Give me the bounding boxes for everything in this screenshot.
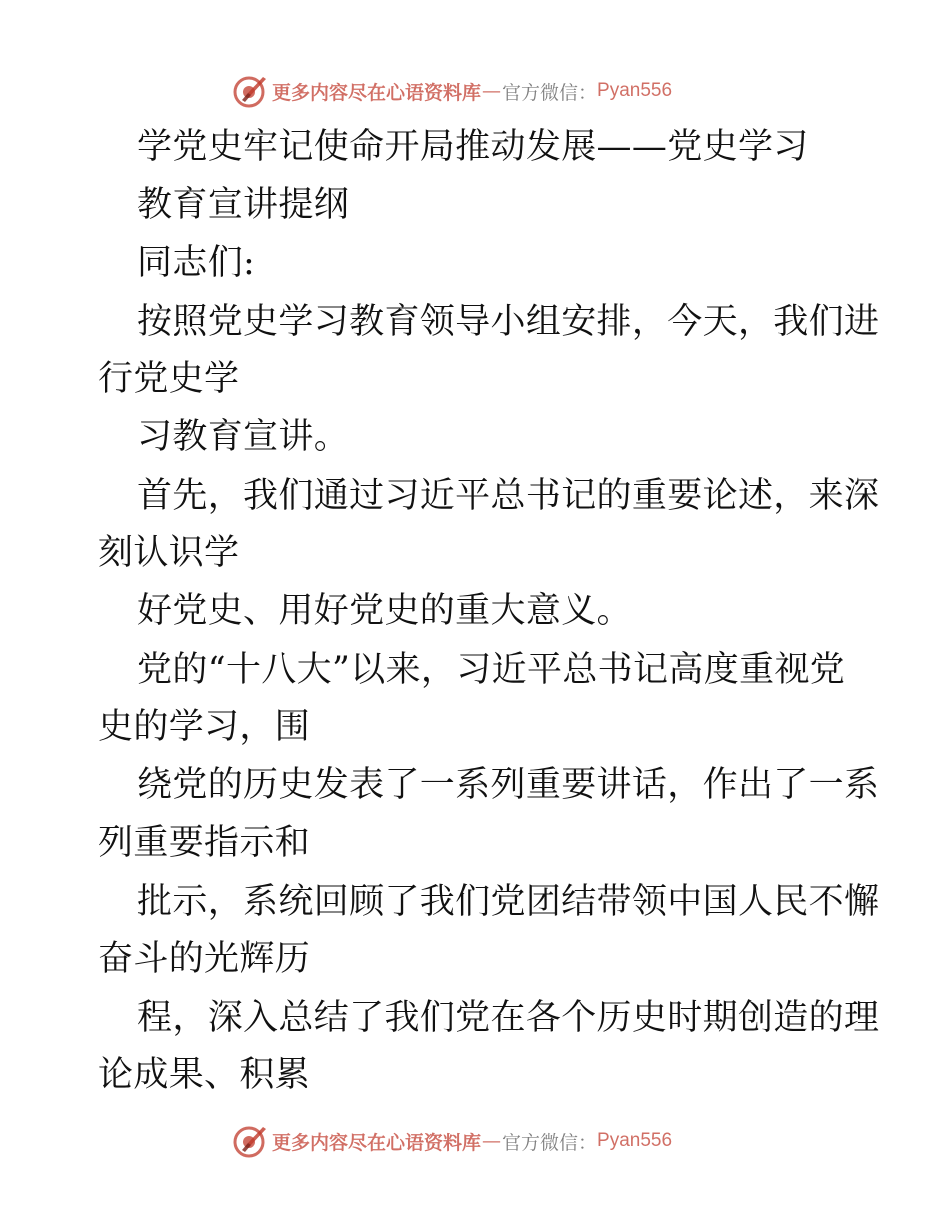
watermark-brand: 更多内容尽在心语资料库 (272, 1131, 482, 1154)
paragraph-line: 行党史学 (98, 359, 240, 399)
watermark-brand: 更多内容尽在心语资料库 (272, 81, 482, 104)
watermark-label: 官方微信： (502, 1131, 598, 1154)
salutation: 同志们: (137, 243, 256, 283)
paragraph-line: 奋斗的光辉历 (98, 939, 311, 979)
header-watermark (232, 71, 672, 111)
footer-watermark (232, 1121, 672, 1161)
paragraph-line: 列重要指示和 (98, 823, 311, 863)
paragraph-line: 好党史、用好党史的重大意义。 (137, 591, 632, 631)
paragraph-line: 习教育宣讲。 (137, 417, 350, 457)
watermark-wechat-id: Pyan556 (597, 1130, 673, 1151)
paragraph-line: 按照党史学习教育领导小组安排，今天，我们进 (137, 302, 880, 342)
quill-logo-icon (232, 73, 268, 109)
document-title-line-2: 教育宣讲提纲 (137, 185, 350, 225)
paragraph-line: 首先，我们通过习近平总书记的重要论述，来深 (137, 476, 880, 516)
watermark-label: 官方微信： (502, 81, 598, 104)
paragraph-line: 刻认识学 (98, 533, 240, 573)
paragraph-line: 批示，系统回顾了我们党团结带领中国人民不懈 (137, 882, 880, 922)
paragraph-line: 党的“十八大”以来，习近平总书记高度重视党 (137, 650, 846, 690)
watermark-dash: — (482, 1130, 502, 1152)
paragraph-line: 程，深入总结了我们党在各个历史时期创造的理 (137, 998, 880, 1038)
quill-logo-icon (232, 1123, 268, 1159)
document-title-line-1: 学党史牢记使命开局推动发展——党史学习 (137, 127, 809, 167)
watermark-wechat-id: Pyan556 (597, 80, 673, 101)
paragraph-line: 论成果、积累 (98, 1055, 311, 1095)
paragraph-line: 绕党的历史发表了一系列重要讲话，作出了一系 (137, 765, 880, 805)
paragraph-line: 史的学习，围 (98, 707, 311, 747)
watermark-dash: — (482, 80, 502, 102)
